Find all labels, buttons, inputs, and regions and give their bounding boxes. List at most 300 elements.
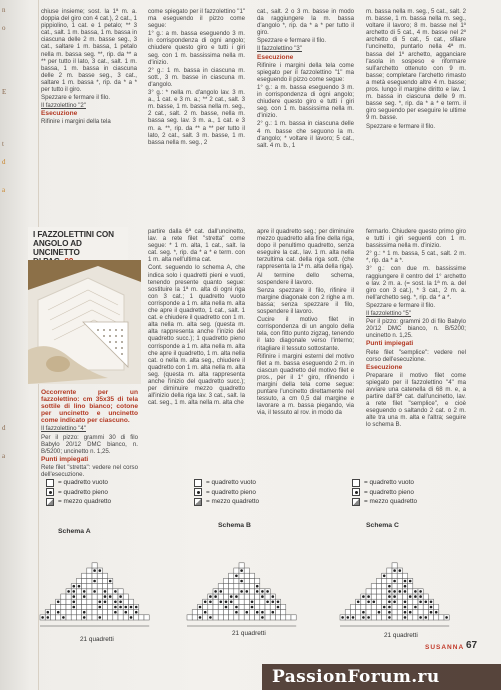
filled-cell-dot [409,611,412,614]
schema-c-count: 21 quadretti [384,632,418,639]
grid-cell [92,584,97,589]
grid-cell [102,604,107,609]
legend-label: = quadretto pieno [58,488,108,496]
grid-cell [281,610,286,615]
grid-cell [392,563,397,568]
filled-square-icon [46,488,54,496]
filled-cell-dot [246,611,249,614]
grid-cell [255,599,260,604]
grid-cell [397,584,402,589]
legend-label: = quadretto pieno [206,488,256,496]
filled-cell-dot [235,595,238,598]
filled-cell-dot [266,590,269,593]
grid-cell [350,610,355,615]
filled-cell-dot [388,595,391,598]
grid-cell [229,573,234,578]
grid-cell [350,604,355,609]
filled-cell-dot [404,590,407,593]
legend-label: = mezzo quadretto [206,498,260,505]
grid-cell [397,578,402,583]
paragraph: 2° g.: 1 m. bassa in ciascuna m. sott., 3 m. basse in ciascuna m. d'angolo. [148,66,245,88]
grid-cell [361,599,366,604]
grid-cell [382,578,387,583]
filled-cell-dot [125,611,128,614]
filled-cell-dot [47,616,50,619]
filled-cell-dot [209,601,212,604]
grid-cell [234,615,239,620]
grid-cell [392,615,397,620]
grid-cell [76,578,81,583]
paragraph: Rete filet "semplice": vedere nel corso dell'esecuzione. [366,348,466,363]
grid-cell [376,578,381,583]
grid-cell [249,584,254,589]
paragraph: partire dalla 6ª cat. dall'uncinetto, lav. a rete filet "stretta" come segue: * 1 m. alta, 1 cat., salt. la cat. seg. *, rip. da * a * e term. con 1 m. alta nell'ultima cat. [148,228,245,264]
grid-cell [361,604,366,609]
paragraph: Esecuzione [366,363,403,371]
grid-cell [239,610,244,615]
filled-cell-dot [404,580,407,583]
filled-cell-dot [93,580,96,583]
grid-cell [223,594,228,599]
grid-cell [397,604,402,609]
grid-cell [50,615,55,620]
paragraph: Rifinire i margini esterni del motivo filet a m. bassa eseguendo 2 m. in ciascun quadretto del motivo filet e pros., per il 1° giro, rifinendo i margini della tela come segue: puntare l'uncinetto direttamente nel tessuto, a cm 0,5 dal margine e lavorare a m. bassa piegando, via via, il tessuto al rov. in modo da [257,352,354,417]
filled-cell-dot [251,606,254,609]
grid-cell [376,594,381,599]
filled-cell-dot [419,590,422,593]
grid-cell [434,615,439,620]
legend-label: = quadretto vuoto [206,479,256,486]
filled-cell-dot [73,601,76,604]
filled-cell-dot [399,590,402,593]
grid-cell [87,578,92,583]
filled-cell-dot [104,595,107,598]
grid-cell [387,568,392,573]
margin-letter: d [2,424,6,432]
grid-cell [366,589,371,594]
grid-cell [239,573,244,578]
grid-cell [376,615,381,620]
grid-cell [397,573,402,578]
filled-cell-dot [445,616,448,619]
grid-cell [213,599,218,604]
schema-a-chart [30,500,170,630]
filled-cell-dot [388,585,391,588]
grid-cell [218,584,223,589]
grid-cell [123,594,128,599]
filled-cell-dot [225,601,228,604]
grid-cell [423,594,428,599]
filled-cell-dot [209,616,212,619]
margin-letter: a [2,452,6,460]
filled-cell-dot [57,601,60,604]
paragraph: Punti impiegati [366,340,414,348]
grid-cell [229,578,234,583]
grid-cell [291,615,296,620]
filled-cell-dot [404,616,407,619]
filled-cell-dot [367,601,370,604]
filled-cell-dot [230,595,233,598]
grid-cell [108,599,113,604]
grid-cell [92,594,97,599]
grid-cell [239,615,244,620]
grid-cell [223,589,228,594]
title-line: ANGOLO AD UNCINETTO [33,239,82,257]
grid-cell [76,604,81,609]
grid-cell [123,599,128,604]
grid-cell [345,610,350,615]
grid-cell [255,578,260,583]
filled-cell-dot [214,595,217,598]
grid-cell [265,610,270,615]
grid-cell [371,615,376,620]
grid-cell [192,610,197,615]
filled-cell-dot [119,601,122,604]
grid-cell [281,615,286,620]
grid-cell [218,594,223,599]
margin-letter: n [2,6,6,14]
filled-cell-dot [204,611,207,614]
grid-cell [87,573,92,578]
filled-cell-dot [261,590,264,593]
grid-cell [239,563,244,568]
filled-cell-dot [419,601,422,604]
grid-cell [87,599,92,604]
legend-label: = quadretto pieno [364,488,414,496]
text-column-1-bottom [41,388,138,476]
filled-cell-dot [393,595,396,598]
grid-cell [270,604,275,609]
paragraph: Al termine dello schema, sospendere il lavoro. [257,271,354,286]
filled-cell-dot [104,601,107,604]
grid-cell [108,589,113,594]
filled-cell-dot [383,606,386,609]
empty-square-icon [46,479,54,487]
paragraph: Spezzare e fermare il filo. [366,301,436,309]
filled-cell-dot [409,595,412,598]
grid-cell [239,584,244,589]
filled-cell-dot [199,616,202,619]
empty-square-icon [194,479,202,487]
grid-cell [265,604,270,609]
grid-cell [61,604,66,609]
grid-cell [113,594,118,599]
grid-cell [392,584,397,589]
paragraph: Occorrente per un fazzolettino: cm 35x35 di tela sottile di lino bianco; cotone per uncinetto e uncinetto come indicato per ciascuno. [41,389,138,425]
filled-cell-dot [235,575,238,578]
grid-cell [275,615,280,620]
grid-cell [255,615,260,620]
margin-letter: o [2,24,6,32]
filled-cell-dot [388,601,391,604]
filled-cell-dot [352,616,355,619]
filled-cell-dot [93,569,96,572]
grid-cell [366,610,371,615]
grid-cell [61,610,66,615]
paragraph: 2° g.: 1 m. bassa in ciascuna delle 4 m. basse che seguono la m. d'angolo; * voltare il lavoro; 5 cat., salt. 4 m. b., 1 [257,120,354,149]
filled-cell-dot [399,569,402,572]
paragraph: m. bassa nella m. seg., 5 cat., salt. 2 m. basse, 1 m. bassa nella m. seg., voltare il lavoro; 8 m. basse nel 1º archetto di 5 cat., 4 m. basse nel 2º archetto di 5 cat., 5 cat., sfilare l'uncinetto, puntarlo nella 4ª m. bassa del 1º archetto, agganciare l'asola in sospeso e riformare sull'archetto ottenuto con 9 m. basse; completare l'archetto rimasto a metà eseguendo altre 4 m. basse; pros. lungo il margine diritto e lav. 1 m. bassa in ciascuna delle 9 m. basse seg. *, rip. da * a * e term. il giro seguendo per eseguire le ultime 9 m. basse. [366,8,466,122]
grid-cell [418,604,423,609]
grid-cell [234,578,239,583]
filled-cell-dot [266,601,269,604]
grid-cell [249,610,254,615]
margin-letter: a [2,186,6,194]
grid-cell [208,604,213,609]
grid-cell [71,610,76,615]
filled-cell-dot [425,616,428,619]
grid-cell [50,604,55,609]
grid-cell [408,604,413,609]
filled-square-icon [194,488,202,496]
grid-cell [371,604,376,609]
filled-cell-dot [414,590,417,593]
grid-cell [92,604,97,609]
filled-cell-dot [277,606,280,609]
grid-cell [229,610,234,615]
grid-cell [387,578,392,583]
filled-cell-dot [430,606,433,609]
grid-cell [265,594,270,599]
grid-cell [270,615,275,620]
grid-cell [234,589,239,594]
grid-cell [82,584,87,589]
filled-cell-dot [362,616,365,619]
magazine-name: SUSANNA [425,644,465,651]
grid-cell [87,584,92,589]
filled-cell-dot [114,611,117,614]
text-column-4-bottom [366,228,466,476]
grid-cell [392,610,397,615]
filled-cell-dot [367,616,370,619]
filled-square-icon [352,488,360,496]
grid-cell [244,578,249,583]
grid-cell [118,589,123,594]
grid-cell [234,599,239,604]
grid-cell [397,594,402,599]
grid-cell [229,604,234,609]
paragraph: 3° g.: con due m. bassissime raggiungere il centro del 1° archetto e lav. 2 m. a. (= sost. la 1ª m. a. del giro con 3 cat.), * 3 cat., 2 m. a. nell'archetto seg. *, rip. da * a *. [366,265,466,301]
grid-cell [92,563,97,568]
filled-cell-dot [99,606,102,609]
paragraph: Rifinire i margini della tela [41,118,111,126]
paragraph: Senza spezzare il filo, rifinire il margine diagonale con 2 righe a m. bassa; senza spezzare il filo, sospendere il lavoro. [257,286,354,316]
grid-cell [234,584,239,589]
filled-cell-dot [404,606,407,609]
filled-cell-dot [83,590,86,593]
filled-cell-dot [404,611,407,614]
left-margin-bleed [0,0,14,690]
filled-cell-dot [83,611,86,614]
filled-cell-dot [430,601,433,604]
grid-cell [397,610,402,615]
title-line: I FAZZOLETTINI CON [33,230,114,239]
grid-cell [423,610,428,615]
filled-cell-dot [367,595,370,598]
grid-cell [382,594,387,599]
grid-cell [76,615,81,620]
margin-letter: t [2,140,4,148]
grid-cell [408,599,413,604]
paragraph: Per il pizzo: grammi 20 di filo Babylo 20/12 DMC bianco, n. B/5200; uncinetto n. 1,25. [366,318,466,340]
grid-cell [382,599,387,604]
filled-cell-dot [272,611,275,614]
filled-cell-dot [419,595,422,598]
grid-cell [249,589,254,594]
grid-cell [239,599,244,604]
filled-cell-dot [347,616,350,619]
filled-cell-dot [73,590,76,593]
filled-cell-dot [225,606,228,609]
grid-cell [392,573,397,578]
grid-cell [218,615,223,620]
filled-cell-dot [109,580,112,583]
grid-cell [413,615,418,620]
filled-cell-dot [220,601,223,604]
grid-cell [102,578,107,583]
grid-cell [97,578,102,583]
paragraph: come spiegato per il fazzolettino "1" ma eseguendo il pizzo come segue: [148,8,245,30]
grid-cell [97,589,102,594]
schema-c-grid [330,500,470,630]
filled-cell-dot [73,585,76,588]
filled-cell-dot [256,585,259,588]
grid-cell [82,599,87,604]
grid-cell [223,578,228,583]
filled-cell-dot [57,611,60,614]
legend-label: = quadretto vuoto [58,479,108,486]
grid-cell [87,568,92,573]
schema-b-chart [177,500,317,630]
handkerchief-photo [28,260,141,384]
filled-cell-dot [272,601,275,604]
filled-cell-dot [240,590,243,593]
paragraph: Spezzare e fermare il filo. [41,94,111,102]
grid-cell [376,599,381,604]
filled-cell-dot [435,611,438,614]
paragraph: 1° g.: a m. bassa eseguendo 3 m. in corrispondenza di ogni angolo; chiudere questo giro e tutti i giri seg. con 1 m. bassissima nella m. d'inizio. [148,30,245,66]
paragraph: Cucire il motivo filet in corrispondenza di un angolo della tela, con fitto punto zigzag, tenendo il lato diagonale verso l'interno; ritagliare il tessuto sottostante. [257,316,354,352]
grid-cell [249,573,254,578]
filled-cell-dot [41,616,44,619]
grid-cell [139,615,144,620]
filled-cell-dot [430,611,433,614]
grid-cell [229,584,234,589]
grid-cell [356,604,361,609]
grid-cell [76,594,81,599]
grid-cell [66,594,71,599]
grid-cell [244,599,249,604]
filled-cell-dot [125,606,128,609]
grid-cell [275,610,280,615]
grid-cell [218,604,223,609]
grid-cell [392,604,397,609]
grid-cell [218,610,223,615]
grid-cell [213,610,218,615]
paragraph: Esecuzione [257,53,294,61]
filled-cell-dot [235,611,238,614]
schema-a-count: 21 quadretti [80,636,114,643]
grid-cell [76,589,81,594]
grid-cell [92,573,97,578]
filled-cell-dot [67,590,70,593]
grid-cell [239,604,244,609]
grid-cell [76,610,81,615]
grid-cell [376,604,381,609]
grid-cell [387,573,392,578]
filled-cell-dot [388,590,391,593]
filled-cell-dot [393,569,396,572]
paragraph: Preparare il motivo filet come spiegato per il fazzolettino "4" ma avviare una catenella di 68 m. e, a partire dall'8ª cat. dall'uncinetto, lav. a rete filet "semplice", e cioè eseguendo o saltando 2 cat. o 2 m. alte tra una m. alta e l'altra; seguire lo schema B. [366,371,466,429]
filled-cell-dot [419,616,422,619]
filled-cell-dot [204,601,207,604]
empty-square-icon [352,479,360,487]
paragraph: Rete filet "stretta": vedere nel corso dell'esecuzione. [41,463,138,476]
filled-cell-dot [93,590,96,593]
grid-cell [118,615,123,620]
watermark-banner [262,664,501,690]
filled-cell-dot [240,580,243,583]
grid-cell [82,604,87,609]
filled-cell-dot [373,601,376,604]
grid-cell [397,599,402,604]
grid-cell [61,594,66,599]
filled-cell-dot [114,606,117,609]
filled-cell-dot [261,611,264,614]
paragraph: Rifinire i margini della tela come spiegato per il fazzolettino "1" ma eseguendo il pizzo come segue: [257,61,354,83]
filled-cell-dot [388,616,391,619]
grid-cell [50,610,55,615]
grid-cell [108,604,113,609]
grid-cell [408,584,413,589]
grid-cell [260,599,265,604]
grid-cell [382,584,387,589]
grid-cell [203,604,208,609]
filled-cell-dot [47,611,50,614]
grid-cell [92,599,97,604]
filled-cell-dot [388,606,391,609]
grid-cell [244,615,249,620]
grid-cell [234,568,239,573]
grid-cell [102,573,107,578]
legend-label: = quadretto vuoto [364,479,414,486]
grid-cell [87,589,92,594]
paragraph: Per il pizzo: grammi 30 di filo Babylo 20/12 DMC bianco, n. B/5200; uncinetto n. 1,25. [41,433,138,455]
legend-label: = mezzo quadretto [364,498,418,505]
filled-cell-dot [78,585,81,588]
grid-cell [376,584,381,589]
grid-cell [244,568,249,573]
grid-cell [255,594,260,599]
filled-cell-dot [130,606,133,609]
filled-cell-dot [235,606,238,609]
grid-cell [213,615,218,620]
filled-cell-dot [378,611,381,614]
grid-cell [108,615,113,620]
filled-cell-dot [220,590,223,593]
grid-cell [249,615,254,620]
paragraph: Il fazzolettino "5" [366,310,411,318]
filled-cell-dot [209,595,212,598]
grid-cell [239,594,244,599]
grid-cell [281,604,286,609]
paragraph: 3° g.: * nella m. d'angolo lav. 3 m. a., 1 cat. e 3 m. a.; ** 2 cat., salt. 3 m. basse, 1 m. bassa nella m. seg., 2 cat., salt. 2 m. basse, nella m. bassa seg. lav. 3 m. a., 1 cat. e 3 m. a. **, rip. da ** a ** per tutto il lato, 2 cat., salt. 3 m. basse, 1 m. bassa nella m. seg., 2 [148,89,245,146]
grid-cell [356,615,361,620]
grid-cell [371,584,376,589]
grid-cell [76,599,81,604]
grid-cell [244,594,249,599]
filled-cell-dot [393,601,396,604]
